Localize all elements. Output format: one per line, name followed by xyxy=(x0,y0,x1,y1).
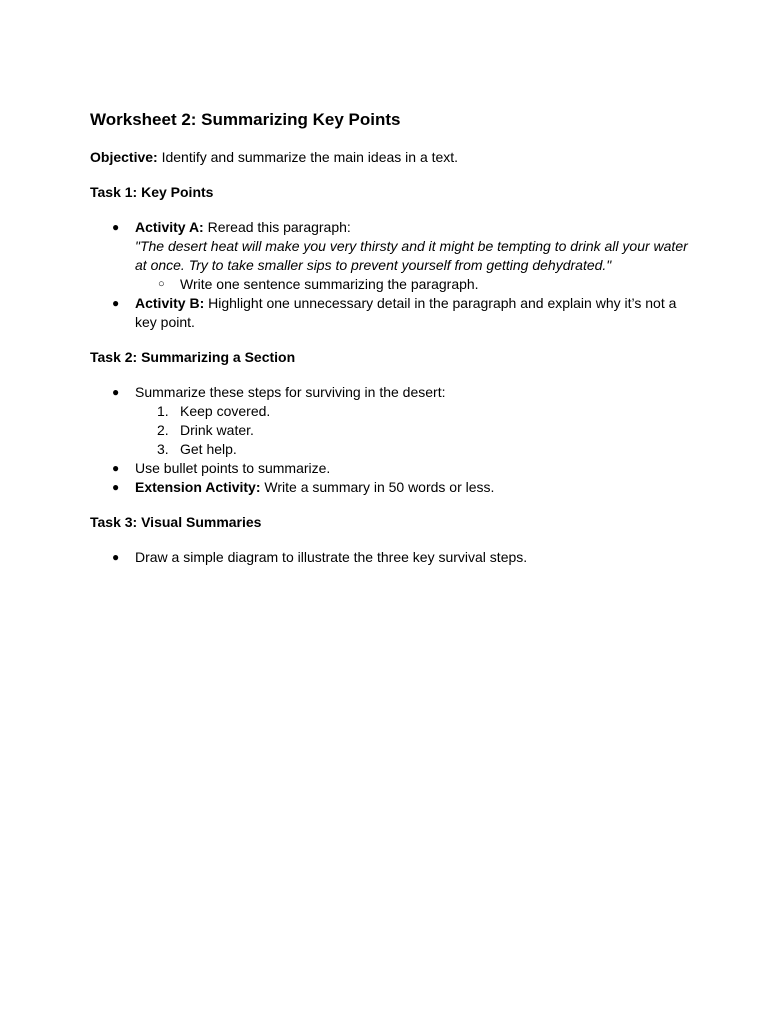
list-item-activity-a xyxy=(90,218,690,294)
step-item xyxy=(135,440,690,459)
activity-a-sublist xyxy=(135,275,690,294)
task1-heading: Task 1: Key Points xyxy=(90,184,214,200)
task1-list xyxy=(90,218,690,332)
activity-a-quote: "The desert heat will make you very thirsty and it might be tempting to drink all your water at once. Try to take smaller sips to prevent yourself from getting dehydrated." xyxy=(135,238,688,273)
page-title: Worksheet 2: Summarizing Key Points xyxy=(90,110,401,129)
task3-heading: Task 3: Visual Summaries xyxy=(90,514,262,530)
list-item-bullet-points xyxy=(90,459,690,478)
objective-label: Objective: xyxy=(90,149,158,165)
objective xyxy=(90,148,690,167)
bullet-points-text: Use bullet points to summarize. xyxy=(135,460,331,476)
bullet-icon: ● xyxy=(112,461,120,475)
list-item-extension xyxy=(90,478,690,497)
bullet-icon: ● xyxy=(112,550,120,564)
step-number: 3. xyxy=(157,441,169,457)
bullet-icon: ● xyxy=(112,480,120,494)
worksheet-page xyxy=(90,110,690,583)
task3-list xyxy=(90,548,690,567)
step-number: 2. xyxy=(157,422,169,438)
task2-heading: Task 2: Summarizing a Section xyxy=(90,349,296,365)
hollow-bullet-icon: ○ xyxy=(158,278,165,290)
list-item-activity-b xyxy=(90,294,690,332)
task2-list xyxy=(90,383,690,497)
objective-text: Identify and summarize the main ideas in a text. xyxy=(157,149,459,165)
step-number: 1. xyxy=(157,403,169,419)
step-text: Get help. xyxy=(180,441,237,457)
step-text: Drink water. xyxy=(180,422,254,438)
activity-a-text: Reread this paragraph: xyxy=(203,219,351,235)
sub-item-text: Write one sentence summarizing the paragraph. xyxy=(180,276,479,292)
activity-b-label: Activity B: xyxy=(135,295,205,311)
extension-text: Write a summary in 50 words or less. xyxy=(260,479,495,495)
step-item xyxy=(135,421,690,440)
list-item-summarize-steps xyxy=(90,383,690,459)
activity-b-text: Highlight one unnecessary detail in the paragraph and explain why it’s not a key point. xyxy=(135,295,677,330)
sub-list-item xyxy=(135,275,690,294)
summarize-steps-text: Summarize these steps for surviving in the desert: xyxy=(135,384,446,400)
bullet-icon: ● xyxy=(112,220,120,234)
bullet-icon: ● xyxy=(112,385,120,399)
step-text: Keep covered. xyxy=(180,403,271,419)
activity-a-label: Activity A: xyxy=(135,219,204,235)
extension-label: Extension Activity: xyxy=(135,479,261,495)
steps-list xyxy=(135,402,690,459)
bullet-icon: ● xyxy=(112,296,120,310)
diagram-text: Draw a simple diagram to illustrate the three key survival steps. xyxy=(135,549,528,565)
step-item xyxy=(135,402,690,421)
list-item-diagram xyxy=(90,548,690,567)
